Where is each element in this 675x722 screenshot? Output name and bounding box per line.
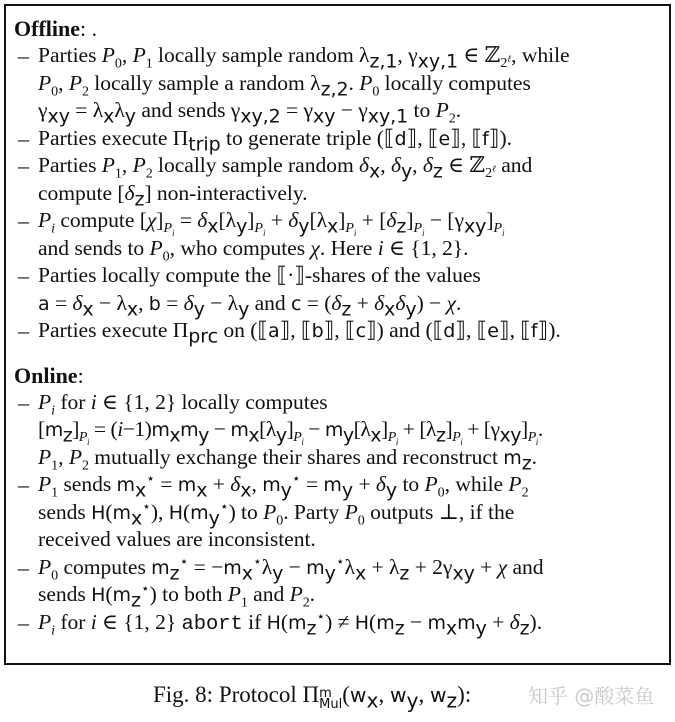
online-step-4 <box>14 609 661 637</box>
protocol-box <box>4 4 671 665</box>
online-heading: Online: <box>14 362 84 388</box>
text-line: $P_i$ for i ∈ {1, 2} locally computes <box>38 389 328 418</box>
text-line: sends $H(m_x^⋆)$, $H(m_y^⋆)$ to $P_0$. Party $P_0$ outputs ⊥, if the <box>38 498 515 529</box>
text-line: Parties execute $\Pi_{prc}$ on (⟦a⟧, ⟦b⟧, ⟦c⟧) and (⟦d⟧, ⟦e⟧, ⟦f⟧). <box>38 318 561 348</box>
text-line: $P_1$, $P_2$ mutually exchange their shares and reconstruct $m_z$. <box>38 444 538 474</box>
bullet-dash: – <box>18 318 29 343</box>
bullet-dash: – <box>18 153 29 178</box>
text-line: $[m_z]_{P_i} = (i-1)m_xm_y - m_x[\lambda_y]_{P_i} - m_y[\lambda_x]_{P_i} + [\lambda_z]_{P_i} + [\gamma_{xy}]_{P_i}$. <box>38 417 543 448</box>
bullet-dash: – <box>18 389 29 415</box>
text-line: $P_i$ compute $[\chi]_{P_i} = \delta_x[\lambda_y]_{P_i} + \delta_y[\lambda_x]_{P_i} + [\delta_z]_{P_i} - [\gamma_{xy}]_{P_i}$ <box>38 208 505 239</box>
bullet-dash: – <box>18 472 29 497</box>
text-line: Parties $P_1$, $P_2$ locally sample random $\delta_x$, $\delta_y$, $\delta_z$ ∈ ℤ$_{2^\ell}$ and <box>38 153 533 183</box>
bullet-dash: – <box>18 125 29 151</box>
section-gap <box>14 345 661 362</box>
text-line: compute $[\delta_z]$ non-interactively. <box>38 180 308 210</box>
text-line: $P_0$, $P_2$ locally sample a random $\lambda_{z,2}$. $P_0$ locally computes <box>38 70 531 100</box>
text-line: $P_0$ computes $m_z^⋆ = -m_x^⋆\lambda_y - m_y^⋆\lambda_x + \lambda_z + 2\gamma_{xy} + \chi$ and <box>38 553 544 584</box>
offline-step-1 <box>14 42 661 128</box>
text-line: and sends to $P_0$, who computes χ. Here i ∈ {1, 2}. <box>38 235 469 264</box>
text-line: $\gamma_{xy} = \lambda_x\lambda_y$ and sends $\gamma_{xy,2} = \gamma_{xy} - \gamma_{xy,1}$ to $P_2$. <box>38 98 462 128</box>
bullet-dash: – <box>18 554 29 580</box>
online-step-1 <box>14 389 661 472</box>
offline-step-3 <box>14 152 661 210</box>
bullet-dash: – <box>18 609 29 635</box>
text-line: received values are inconsistent. <box>38 527 316 551</box>
bullet-dash: – <box>18 263 29 288</box>
offline-step-5 <box>14 262 661 320</box>
bullet-dash: – <box>18 43 29 68</box>
bullet-dash: – <box>18 208 29 233</box>
protocol-content <box>14 15 661 639</box>
text-line: $a = \delta_x - \lambda_x$, $b = \delta_y - \lambda_y$ and $c = (\delta_z + \delta_x\delta_y) - \chi$. <box>38 290 462 320</box>
watermark: 知乎 @酸菜鱼 <box>528 684 655 708</box>
text-line: $P_i$ for i ∈ {1, 2} abort if $H(m_z^⋆) \ne H(m_z - m_xm_y + \delta_z)$. <box>38 608 543 639</box>
text-line: Parties execute $\Pi_{trip}$ to generate triple (⟦d⟧, ⟦e⟧, ⟦f⟧). <box>38 125 512 155</box>
offline-step-4 <box>14 207 661 262</box>
text-line: Parties $P_0$, $P_1$ locally sample random $\lambda_{z,1}$, $\gamma_{xy,1}$ ∈ ℤ$_{2^\ell}$, while <box>38 43 570 73</box>
online-step-2 <box>14 471 661 554</box>
text-line: Parties locally compute the ⟦·⟧-shares of the values <box>38 263 481 287</box>
text-line: sends $H(m_z^⋆)$ to both $P_1$ and $P_2$. <box>38 580 316 612</box>
online-step-3 <box>14 553 661 612</box>
figure-caption: Fig. 8: Protocol Π m Mul ($w_x$, $w_y$, $w_z$): <box>153 682 472 713</box>
offline-step-6 <box>14 317 661 348</box>
offline-step-2 <box>14 125 661 153</box>
text-line: $P_1$ sends $m_x^⋆ = m_x + \delta_x$, $m_y^⋆ = m_y + \delta_y$ to $P_0$, while $P_2$ <box>38 470 529 502</box>
offline-heading: Offline: . <box>14 16 98 41</box>
